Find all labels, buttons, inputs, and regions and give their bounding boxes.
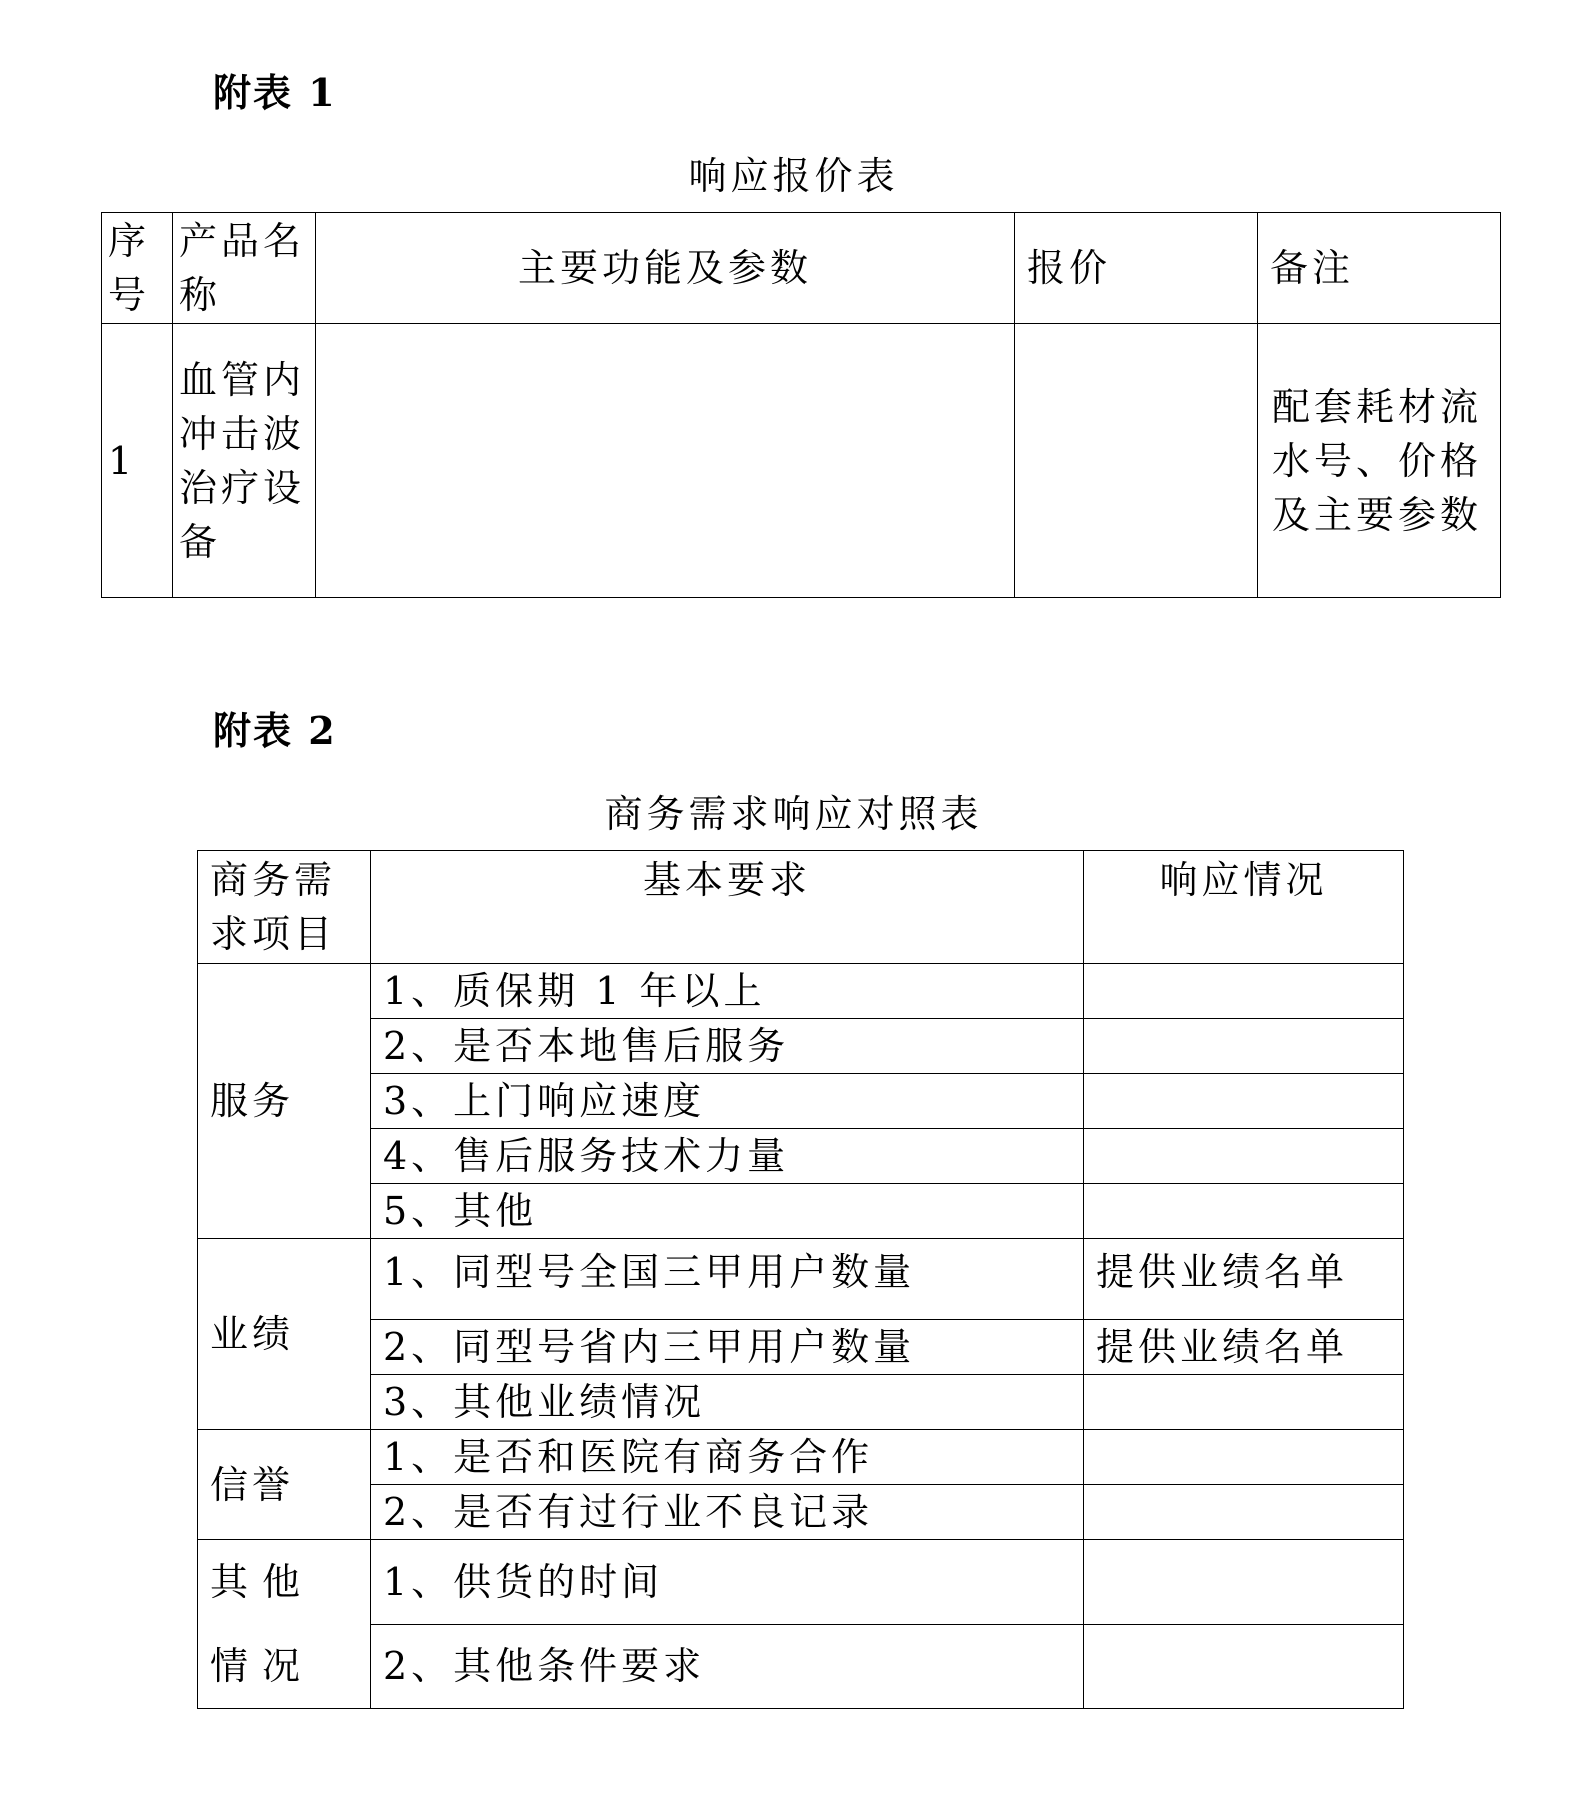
group-service: 服务 [198,964,371,1239]
response-cell[interactable]: 提供业绩名单 [1084,1239,1404,1320]
response-cell[interactable] [1084,1430,1404,1485]
appendix-1-heading: 附表 1 [213,70,337,115]
response-cell[interactable] [1084,964,1404,1019]
response-cell[interactable] [1084,1184,1404,1239]
requirement-cell: 4、售后服务技术力量 [371,1129,1084,1184]
table-row [198,1019,1404,1074]
table-row [198,1129,1404,1184]
requirement-cell: 3、其他业绩情况 [371,1375,1084,1430]
table-row [198,1184,1404,1239]
table-row [198,1320,1404,1375]
table-row [198,1074,1404,1129]
response-cell[interactable] [1084,1129,1404,1184]
table-row [198,1375,1404,1430]
requirement-cell: 1、质保期 1 年以上 [371,964,1084,1019]
requirement-cell: 3、上门响应速度 [371,1074,1084,1129]
cell-price[interactable] [1015,324,1258,598]
header-seq: 序号 [102,213,173,324]
table-row [198,1540,1404,1625]
group-other: 其他情况 [198,1540,371,1709]
quote-table-header-row [102,213,1501,324]
table-row [198,964,1404,1019]
table-row [198,1485,1404,1540]
response-cell[interactable] [1084,1540,1404,1625]
response-cell[interactable] [1084,1485,1404,1540]
cell-note: 配套耗材流水号、价格及主要参数 [1258,324,1501,598]
header-features: 主要功能及参数 [316,213,1015,324]
requirement-cell: 2、同型号省内三甲用户数量 [371,1320,1084,1375]
response-cell[interactable] [1084,1375,1404,1430]
header-requirement: 基本要求 [371,851,1084,964]
response-cell[interactable] [1084,1019,1404,1074]
header-product-name: 产品名称 [173,213,316,324]
group-performance: 业绩 [198,1239,371,1430]
appendix-2-heading: 附表 2 [213,708,337,753]
requirement-cell: 1、是否和医院有商务合作 [371,1430,1084,1485]
quote-table-title: 响应报价表 [688,154,899,198]
cell-seq: 1 [102,324,173,598]
requirement-cell: 5、其他 [371,1184,1084,1239]
response-cell[interactable] [1084,1074,1404,1129]
header-item: 商务需求项目 [198,851,371,964]
cell-features[interactable] [316,324,1015,598]
header-note: 备注 [1258,213,1501,324]
header-response: 响应情况 [1084,851,1404,964]
requirement-cell: 2、是否本地售后服务 [371,1019,1084,1074]
table-row [198,1239,1404,1320]
requirement-cell: 2、是否有过行业不良记录 [371,1485,1084,1540]
response-cell[interactable]: 提供业绩名单 [1084,1320,1404,1375]
response-cell[interactable] [1084,1624,1404,1709]
header-price: 报价 [1015,213,1258,324]
group-reputation: 信誉 [198,1430,371,1540]
table-row [198,1430,1404,1485]
business-requirements-table [197,850,1404,1709]
quote-table [101,212,1501,598]
business-table-title: 商务需求响应对照表 [604,792,983,836]
table-row [198,1624,1404,1709]
requirement-cell: 1、供货的时间 [371,1540,1084,1625]
business-table-header-row [198,851,1404,964]
requirement-cell: 2、其他条件要求 [371,1624,1084,1709]
quote-table-row [102,324,1501,598]
requirement-cell: 1、同型号全国三甲用户数量 [371,1239,1084,1320]
cell-product-name: 血管内冲击波治疗设备 [173,324,316,598]
